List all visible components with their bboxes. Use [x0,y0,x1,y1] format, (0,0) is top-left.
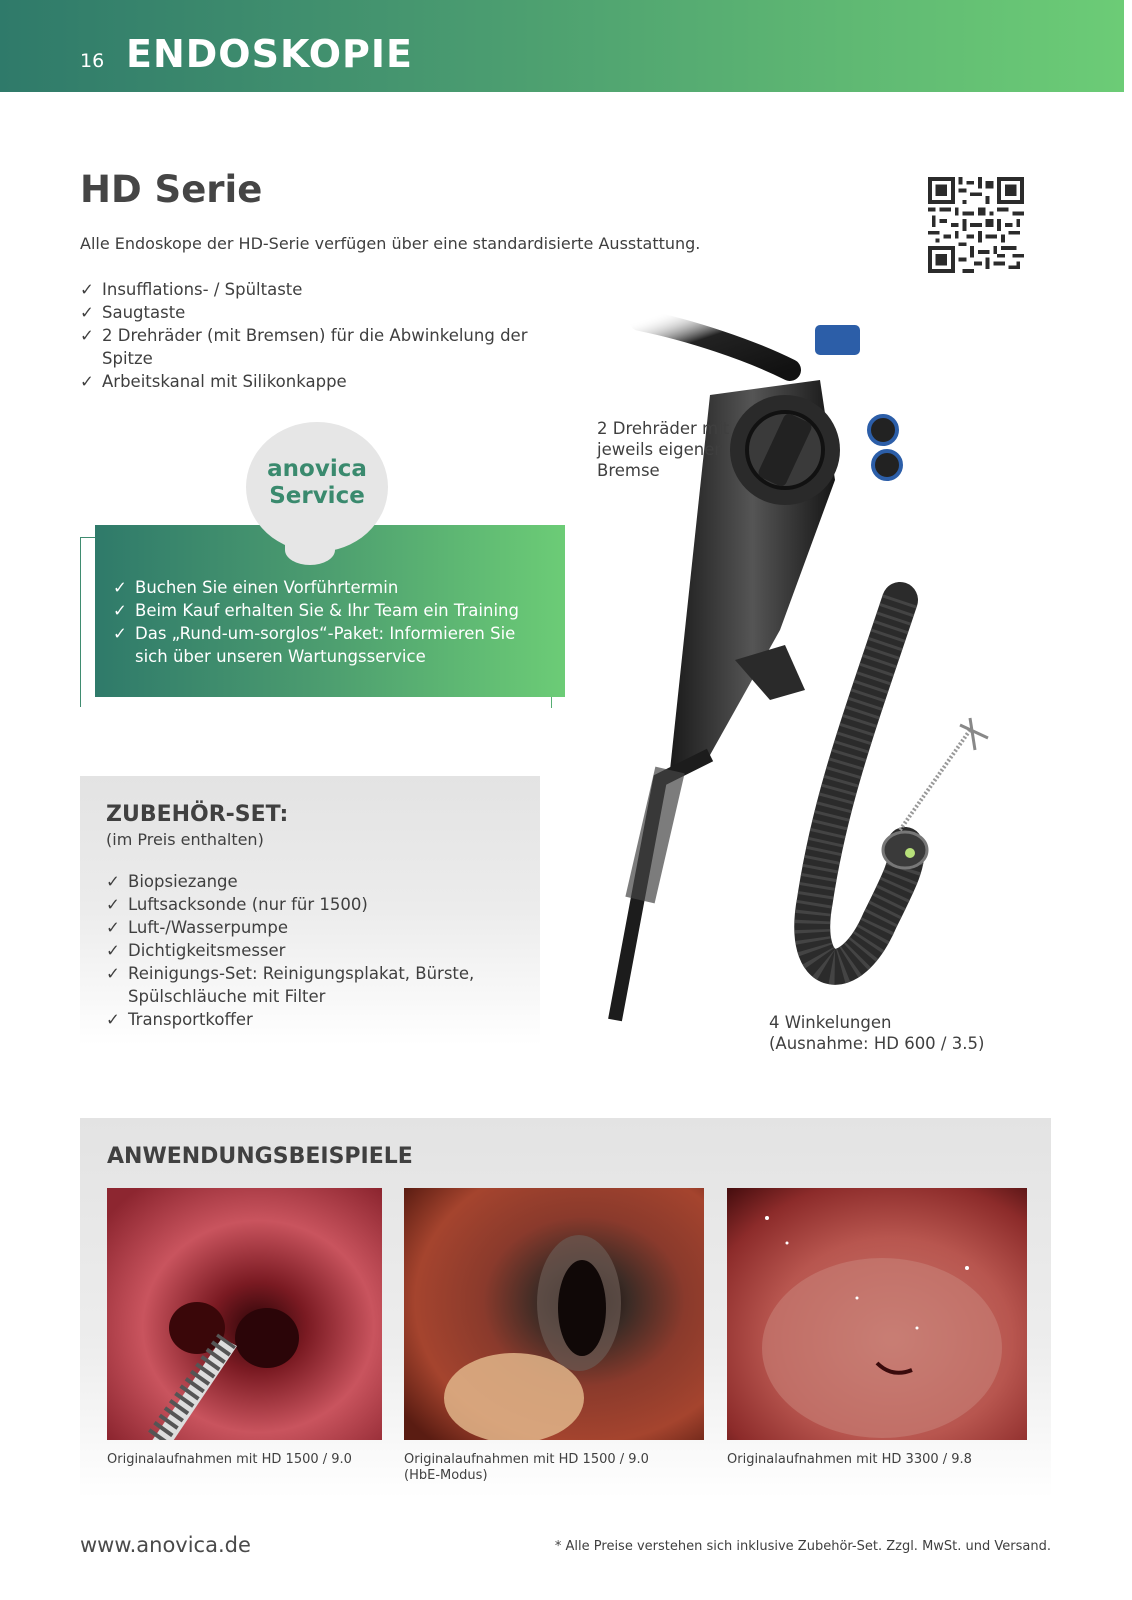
example-caption-1 [107,1452,382,1468]
accessories-list [106,870,526,1031]
accessory-item: ✓ Dichtigkeitsmesser [106,939,526,962]
example-caption-3 [727,1452,1027,1468]
callout-angulation-line2: (Ausnahme: HD 600 / 3.5) [769,1034,985,1053]
example-caption-1-line1: Originalaufnahmen mit HD 1500 / 9.0 [107,1452,352,1467]
service-item: ✓ Beim Kauf erhalten Sie & Ihr Team ein Training [113,599,553,622]
service-item: ✓ Buchen Sie einen Vorführtermin [113,576,553,599]
feature-item: ✓ Saugtaste [80,301,550,324]
callout-wheels: 2 Drehräder mit jeweils eigener Bremse [597,419,730,480]
price-footnote: * Alle Preise verstehen sich inklusive Zubehör-Set. Zzgl. MwSt. und Versand. [554,1539,1051,1554]
service-list [113,576,553,668]
feature-list [80,278,550,393]
example-photo-1 [107,1188,382,1440]
page-header [0,0,1124,92]
accessories-title: ZUBEHÖR-SET: [106,802,289,827]
callout-angulation-line1: 4 Winkelungen [769,1013,892,1032]
speech-bubble-tail [285,535,335,565]
accessory-item: ✓ Biopsiezange [106,870,526,893]
feature-item: ✓ 2 Drehräder (mit Bremsen) für die Abwinkelung der Spitze [80,324,550,370]
accessories-box [80,776,540,1046]
website-link[interactable]: www.anovica.de [80,1533,251,1557]
service-logo [246,456,388,510]
accessories-subtitle: (im Preis enthalten) [106,830,264,849]
accessory-item: ✓ Luftsacksonde (nur für 1500) [106,893,526,916]
examples-section [80,1118,1051,1498]
accessory-item: ✓ Transportkoffer [106,1008,526,1031]
accessory-item: ✓ Reinigungs-Set: Reinigungsplakat, Bürste, Spülschläuche mit Filter [106,962,526,1008]
example-photo-2 [404,1188,704,1440]
service-brand: anovica [267,456,367,482]
example-caption-2-line2: (HbE-Modus) [404,1468,488,1483]
example-caption-3-line1: Originalaufnahmen mit HD 3300 / 9.8 [727,1452,972,1467]
callout-angulation [769,1012,1029,1054]
feature-item: ✓ Insufflations- / Spültaste [80,278,550,301]
service-item: ✓ Das „Rund-um-sorglos“-Paket: Informieren Sie sich über unseren Wartungsservice [113,622,553,668]
example-photo-3 [727,1188,1027,1440]
examples-title: ANWENDUNGSBEISPIELE [107,1144,413,1169]
example-caption-2-line1: Originalaufnahmen mit HD 1500 / 9.0 [404,1452,649,1467]
page-title: HD Serie [80,168,263,211]
example-caption-2 [404,1452,704,1484]
section-title: ENDOSKOPIE [126,32,413,76]
feature-item: ✓ Arbeitskanal mit Silikonkappe [80,370,550,393]
endoscope-image [600,300,1020,1040]
service-label: Service [269,483,365,509]
accessory-item: ✓ Luft-/Wasserpumpe [106,916,526,939]
page-number: 16 [80,50,105,72]
qr-code[interactable] [928,177,1024,273]
intro-text: Alle Endoskope der HD-Serie verfügen über eine standardisierte Ausstattung. [80,234,701,253]
